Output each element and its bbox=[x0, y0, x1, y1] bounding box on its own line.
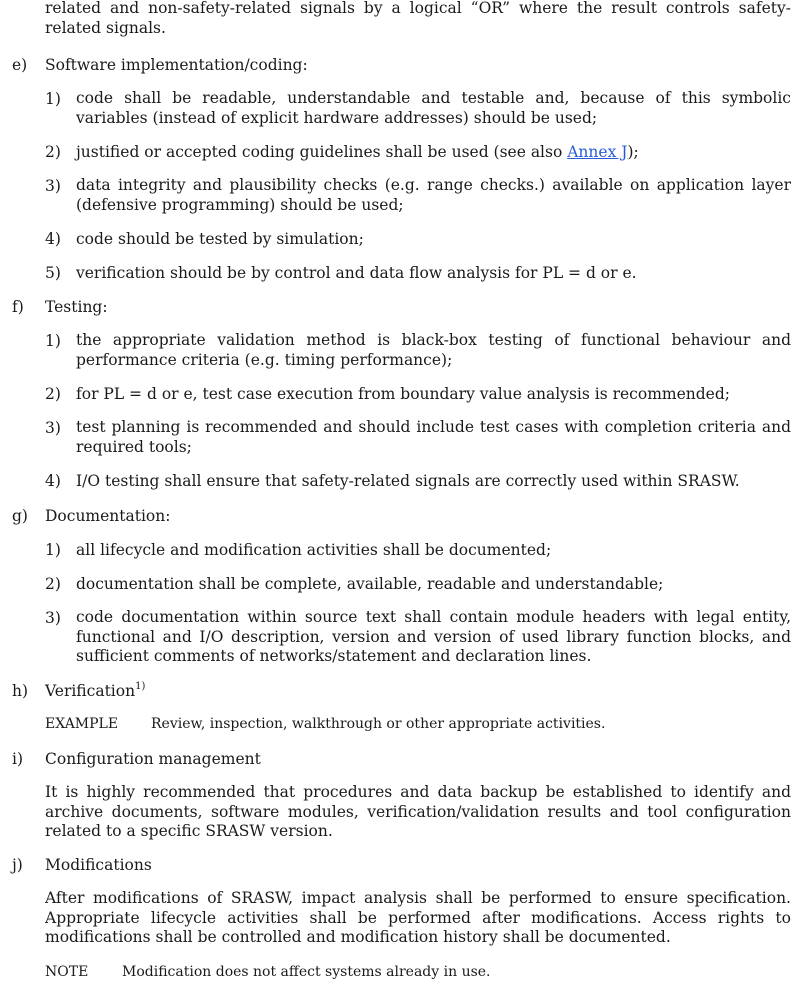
section-title-j: Modifications bbox=[45, 856, 152, 874]
item-number: 5) bbox=[45, 264, 61, 282]
list-item-text bbox=[76, 142, 639, 162]
item-number: 4) bbox=[45, 472, 61, 490]
verification-title: Verification bbox=[45, 682, 136, 700]
list-item-text: data integrity and plausibility checks (e.g. range checks.) available on application layer (defensive programming) should be used; bbox=[76, 176, 791, 214]
section-title-i: Configuration management bbox=[45, 750, 261, 768]
section-title-h bbox=[45, 681, 145, 701]
item-number: 2) bbox=[45, 143, 61, 161]
note-text: Modification does not affect systems already in use. bbox=[122, 964, 491, 980]
section-title-e: Software implementation/coding: bbox=[45, 56, 308, 74]
section-title-f: Testing: bbox=[45, 298, 108, 316]
note-label: NOTE bbox=[45, 964, 89, 980]
section-title-g: Documentation: bbox=[45, 507, 171, 525]
item-number: 3) bbox=[45, 177, 61, 195]
example-text: Review, inspection, walkthrough or other appropriate activities. bbox=[151, 716, 606, 732]
item-number: 2) bbox=[45, 575, 61, 593]
item-number: 3) bbox=[45, 419, 61, 437]
configuration-paragraph: It is highly recommended that procedures and data backup be established to identify and archive documents, software modules, verification/validation results and tool configuration related to a specific SRASW version. bbox=[45, 783, 791, 840]
modifications-paragraph: After modifications of SRASW, impact analysis shall be performed to ensure specification. Appropriate lifecycle activities shall be performed after modifications. Access rights to modifications shall be controlled and modification history shall be documented. bbox=[45, 889, 791, 946]
item-label-j: j) bbox=[12, 856, 23, 874]
list-item-text-pre: justified or accepted coding guidelines shall be used (see also bbox=[76, 143, 568, 161]
item-label-e: e) bbox=[12, 56, 28, 74]
list-item-text: I/O testing shall ensure that safety-related signals are correctly used within SRASW. bbox=[76, 472, 740, 490]
list-item-text: code shall be readable, understandable and testable and, because of this symbolic variables (instead of explicit hardware addresses) should be used; bbox=[76, 89, 791, 127]
item-label-f: f) bbox=[12, 298, 24, 316]
list-item-text: test planning is recommended and should include test cases with completion criteria and required tools; bbox=[76, 418, 791, 456]
item-number: 3) bbox=[45, 609, 61, 627]
list-item-text: verification should be by control and data flow analysis for PL = d or e. bbox=[76, 264, 637, 282]
list-item-text: all lifecycle and modification activities shall be documented; bbox=[76, 541, 552, 559]
item-number: 1) bbox=[45, 90, 61, 108]
list-item-text: code should be tested by simulation; bbox=[76, 230, 364, 248]
footnote-ref: 1) bbox=[135, 680, 146, 692]
annex-j-link[interactable]: Annex J bbox=[567, 143, 628, 161]
item-number: 1) bbox=[45, 332, 61, 350]
continuation-paragraph: related and non-safety-related signals by a logical “OR” where the result controls safety-related signals. bbox=[45, 0, 791, 37]
item-number: 2) bbox=[45, 385, 61, 403]
list-item-text: documentation shall be complete, available, readable and understandable; bbox=[76, 575, 664, 593]
example-label: EXAMPLE bbox=[45, 716, 119, 732]
list-item-text-post: ); bbox=[627, 143, 639, 161]
item-number: 1) bbox=[45, 541, 61, 559]
list-item-text: the appropriate validation method is black-box testing of functional behaviour and performance criteria (e.g. timing performance); bbox=[76, 331, 791, 369]
list-item-text: code documentation within source text shall contain module headers with legal entity, functional and I/O description, version and version of used library function blocks, and sufficient comments of networks/statement and declaration lines. bbox=[76, 608, 791, 665]
item-label-i: i) bbox=[12, 750, 24, 768]
item-number: 4) bbox=[45, 230, 61, 248]
item-label-g: g) bbox=[12, 507, 28, 525]
item-label-h: h) bbox=[12, 682, 29, 700]
list-item-text: for PL = d or e, test case execution from boundary value analysis is recommended; bbox=[76, 385, 730, 403]
